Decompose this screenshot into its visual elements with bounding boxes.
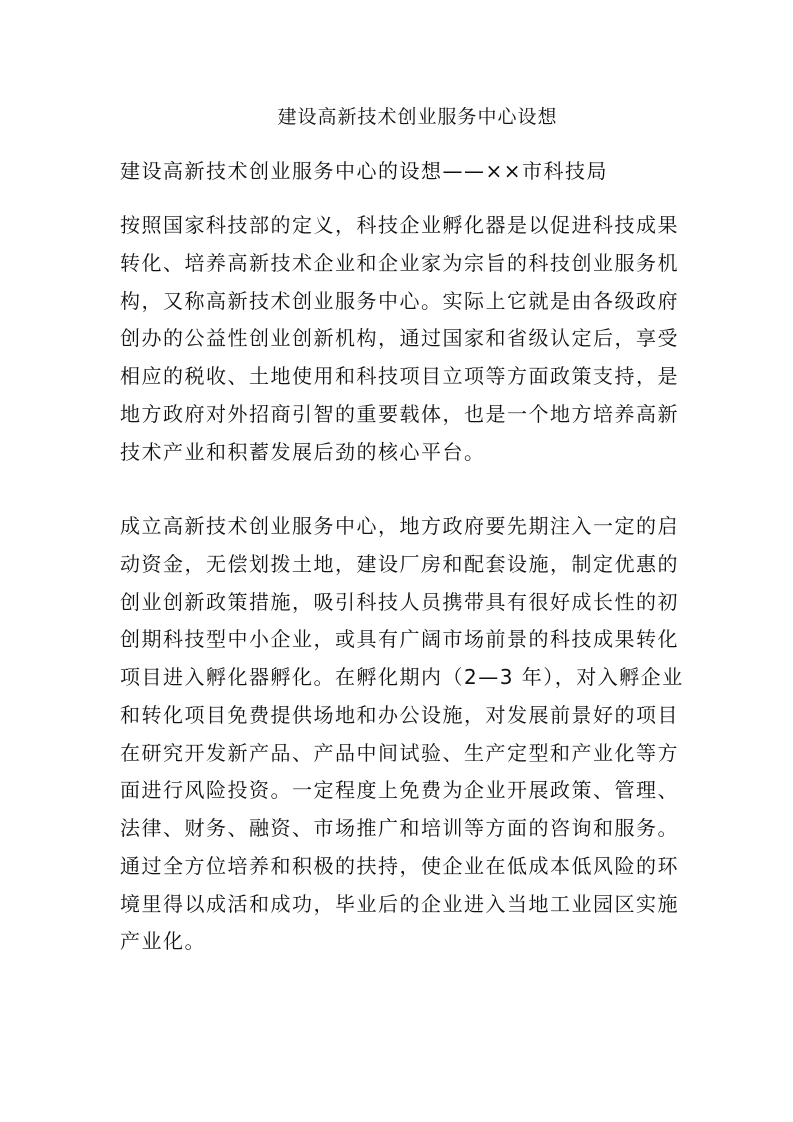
paragraph-line: 境里得以成活和成功，毕业后的企业进入当地工业园区实施: [120, 891, 679, 916]
paragraph-line: 成立高新技术创业服务中心，地方政府要先期注入一定的启: [120, 514, 679, 538]
paragraph-1: [120, 207, 680, 471]
paragraph-line: 法律、财务、融资、市场推广和培训等方面的咨询和服务。: [120, 816, 679, 840]
paragraph-line: 面进行风险投资。一定程度上免费为企业开展政策、管理、: [120, 778, 679, 803]
paragraph-line: 通过全方位培养和积极的扶持，使企业在低成本低风险的环: [120, 853, 679, 878]
document-subtitle: 建设高新技术创业服务中心的设想——××市科技局: [120, 159, 609, 183]
paragraph-line: 技术产业和积蓄发展后劲的核心平台。: [120, 439, 486, 464]
paragraph-line: 在研究开发新产品、产品中间试验、生产定型和产业化等方: [120, 740, 679, 765]
paragraph-line: 地方政府对外招商引智的重要载体，也是一个地方培养高新: [120, 401, 679, 426]
paragraph-line: 创期科技型中小企业，或具有广阔市场前景的科技成果转化: [120, 627, 679, 652]
paragraph-line: 动资金，无偿划拨土地，建设厂房和配套设施，制定优惠的: [120, 551, 679, 576]
paragraph-line: 按照国家科技部的定义，科技企业孵化器是以促进科技成果: [120, 213, 679, 237]
document-title: 建设高新技术创业服务中心设想: [277, 106, 558, 128]
paragraph-line: 创办的公益性创业创新机构，通过国家和省级认定后，享受: [120, 326, 679, 351]
paragraph-line: 创业创新政策措施，吸引科技人员携带具有很好成长性的初: [120, 589, 679, 614]
paragraph-line: 产业化。: [120, 929, 206, 954]
paragraph-line: 转化、培养高新技术企业和企业家为宗旨的科技创业服务机: [120, 250, 679, 275]
paragraph-line: 构，又称高新技术创业服务中心。实际上它就是由各级政府: [120, 288, 679, 313]
paragraph-line: 相应的税收、土地使用和科技项目立项等方面政策支持，是: [120, 364, 679, 388]
paragraph-2: [120, 508, 684, 961]
paragraph-line: 项目进入孵化器孵化。在孵化期内（2—3 年），对入孵企业: [120, 665, 684, 689]
paragraph-line: 和转化项目免费提供场地和办公设施，对发展前景好的项目: [120, 702, 679, 727]
